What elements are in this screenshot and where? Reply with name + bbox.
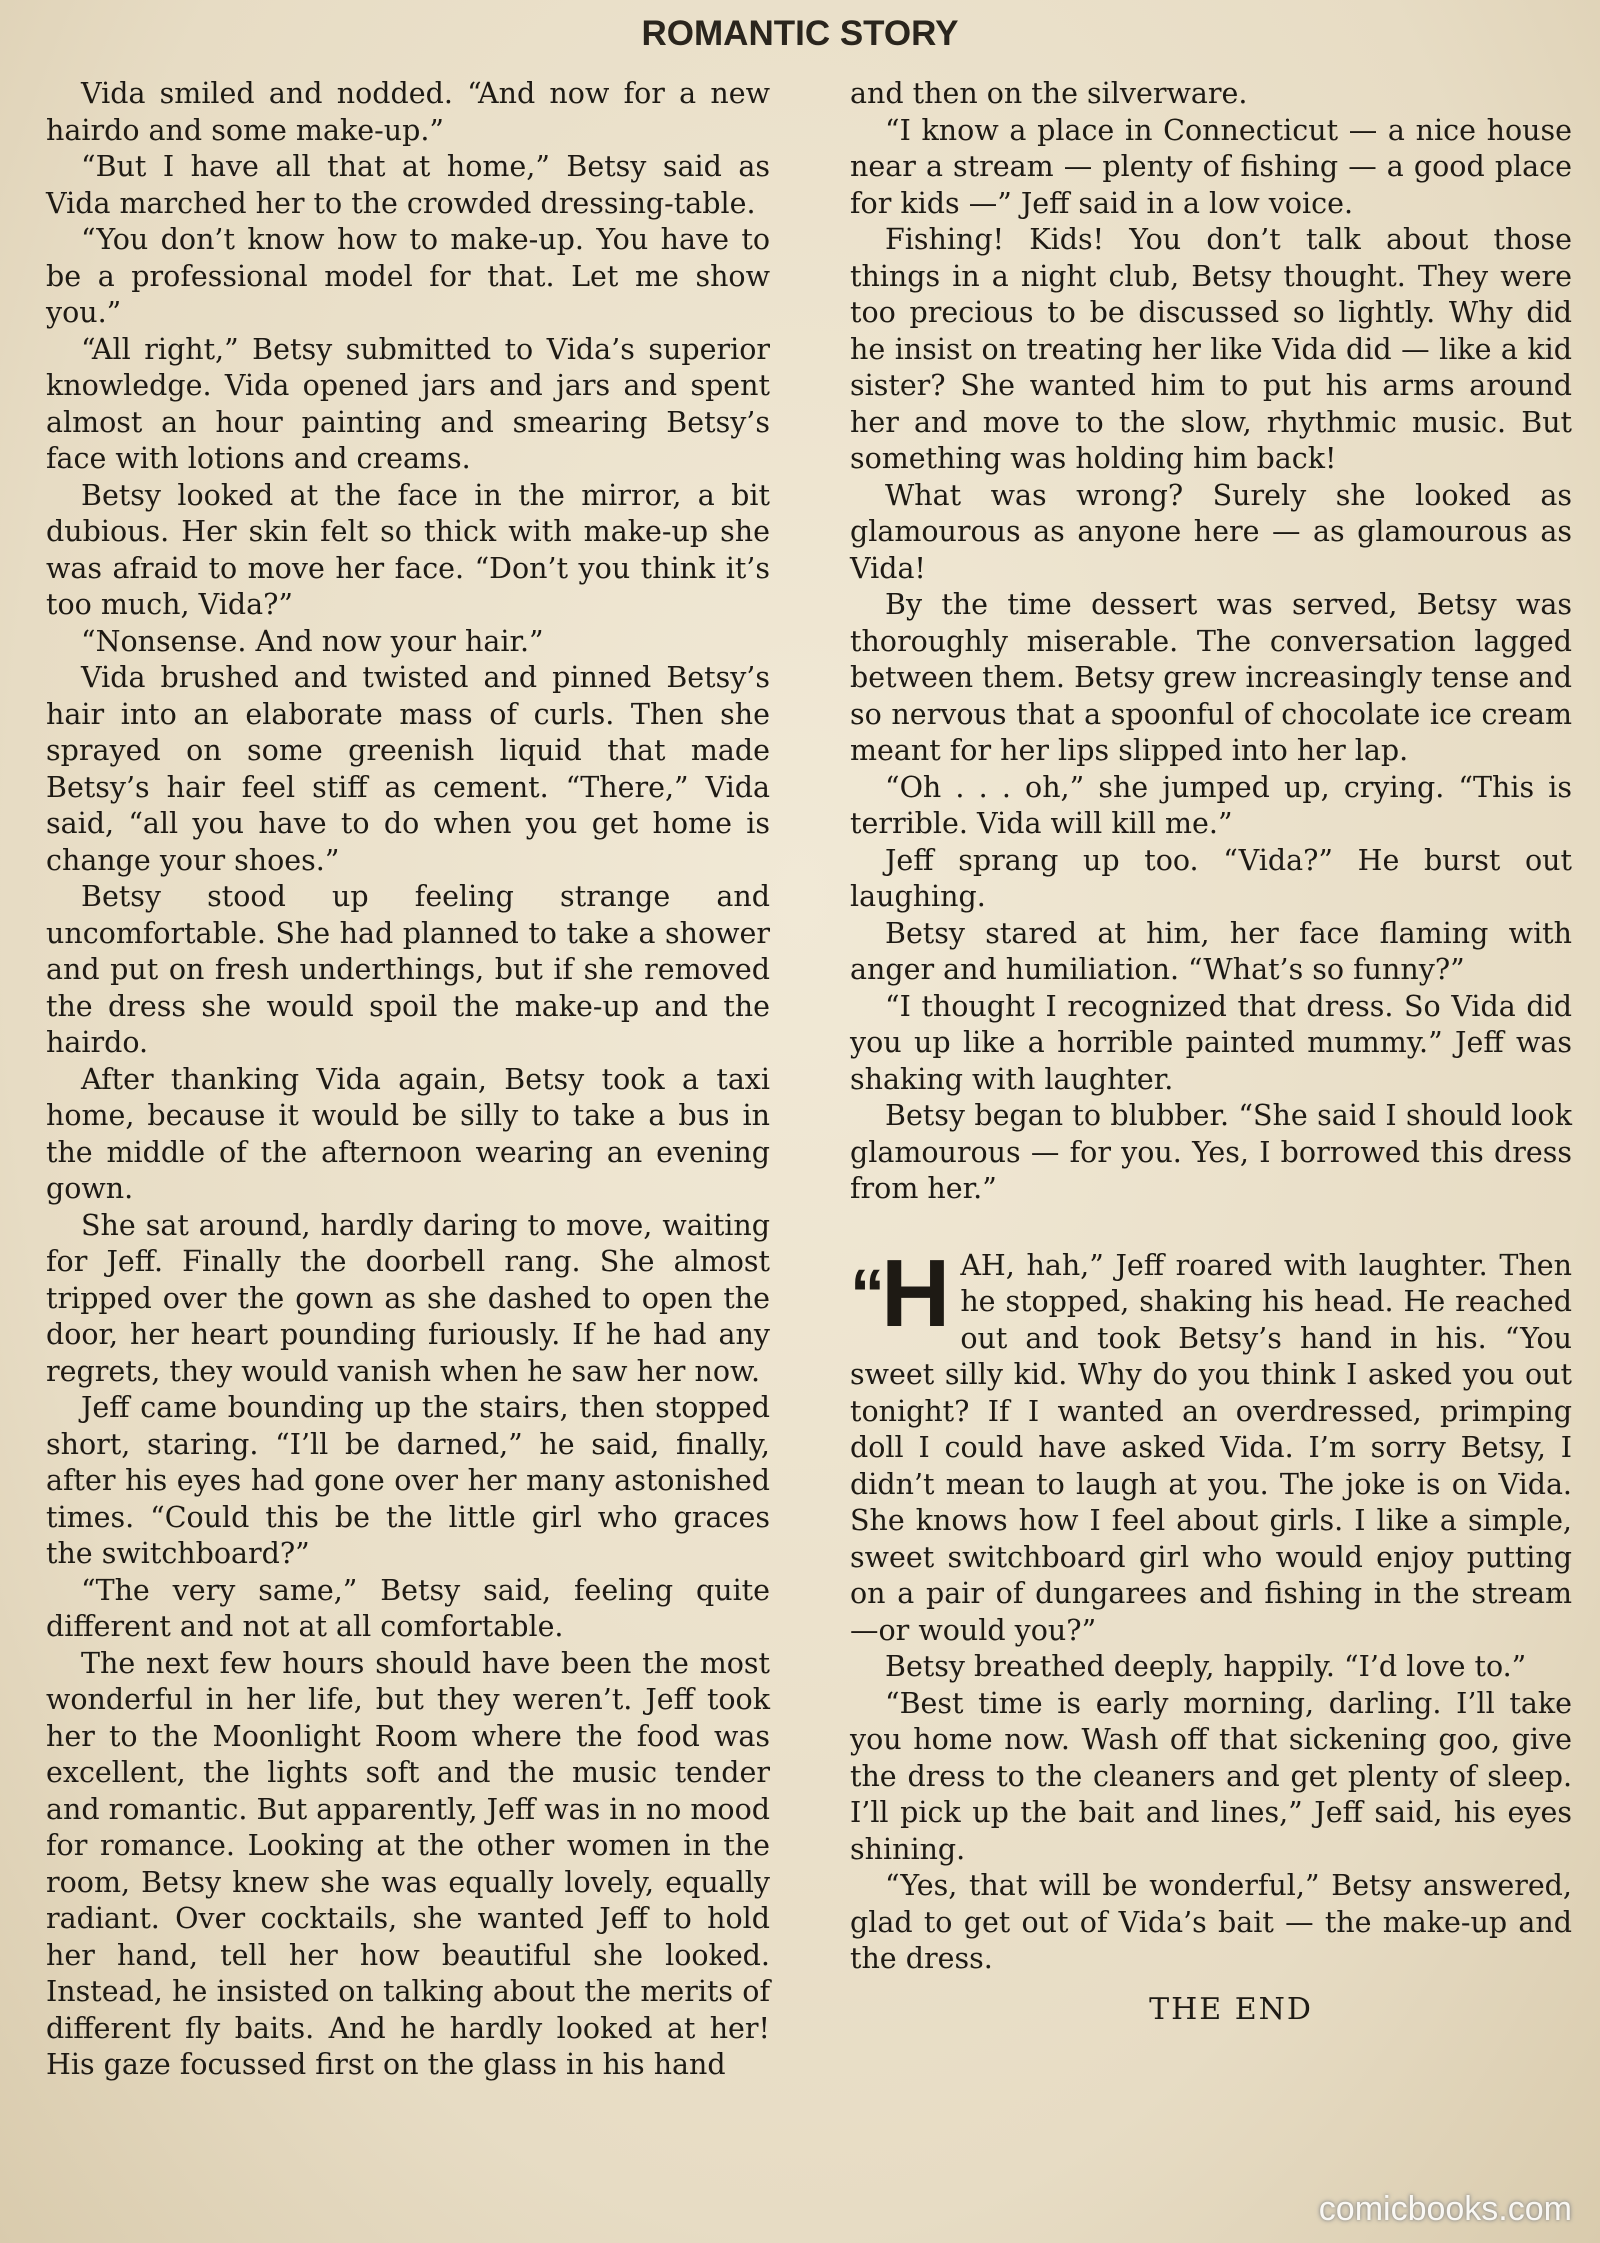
right-column: [850, 76, 1572, 2028]
left-column: [46, 76, 770, 2084]
paragraph: Vida brushed and twisted and pinned Betsy’s hair into an elaborate mass of curls. Then she sprayed on some greenish liquid that made Betsy’s hair feel stiff as cement. “There,” Vida said, “all you have to do when you get home is change your shoes.”: [46, 661, 770, 877]
page-title: ROMANTIC STORY: [641, 14, 959, 53]
paragraph: Betsy breathed deeply, happily. “I’d love to.”: [885, 1650, 1527, 1683]
dropcap-quote: “: [850, 1254, 881, 1333]
paragraph: Jeff sprang up too. “Vida?” He burst out laughing.: [850, 843, 1572, 913]
paragraph: “All right,” Betsy submitted to Vida’s superior knowledge. Vida opened jars and jars and spent almost an hour painting and smearing Betsy’s face with lotions and creams.: [46, 332, 770, 475]
dropcap-paragraph: [850, 1239, 1572, 1650]
paragraph: “The very same,” Betsy said, feeling quite different and not at all comfortable.: [46, 1573, 770, 1643]
paragraph: After thanking Vida again, Betsy took a taxi home, because it would be silly to take a bus in the middle of the afternoon wearing an evening gown.: [46, 1062, 770, 1205]
paragraph-continuation: and then on the silverware.: [850, 77, 1248, 110]
paragraph: She sat around, hardly daring to move, waiting for Jeff. Finally the doorbell rang. She almost tripped over the gown as she dashed to open the door, her heart pounding furiously. If he had any regrets, they would vanish when he saw her now.: [46, 1208, 770, 1388]
watermark: comicbooks.com: [1318, 2190, 1572, 2228]
paragraph: “I know a place in Connecticut — a nice house near a stream — plenty of fishing — a good place for kids —” Jeff said in a low voice.: [850, 113, 1572, 220]
paragraph: Betsy stared at him, her face flaming with anger and humiliation. “What’s so funny?”: [850, 916, 1572, 986]
paragraph: Jeff came bounding up the stairs, then stopped short, staring. “I’ll be darned,” he said, finally, after his eyes had gone over her many astonished times. “Could this be the little girl who graces the switchboard?”: [46, 1391, 770, 1570]
paragraph: “Yes, that will be wonderful,” Betsy answered, glad to get out of Vida’s bait — the make-up and the dress.: [850, 1869, 1572, 1975]
dropcap-letter: H: [881, 1239, 951, 1347]
paragraph: By the time dessert was served, Betsy was thoroughly miserable. The conversation lagged between them. Betsy grew increasingly tense and so nervous that a spoonful of chocolate ice cream meant for her lips slipped into her lap.: [850, 588, 1572, 767]
paragraph: “But I have all that at home,” Betsy said as Vida marched her to the crowded dressing-table.: [46, 150, 770, 220]
paragraph: Fishing! Kids! You don’t talk about those things in a night club, Betsy thought. They were too precious to be discussed so lightly. Why did he insist on treating her like Vida did — like a kid sister? She wanted him to put his arms around her and move to the slow, rhythmic music. But something was holding him back!: [850, 223, 1572, 475]
paragraph: “You don’t know how to make-up. You have to be a professional model for that. Let me show you.”: [46, 223, 770, 329]
the-end-label: THE END: [1149, 1991, 1313, 2027]
paragraph: “Nonsense. And now your hair.”: [81, 624, 544, 658]
paragraph: “Best time is early morning, darling. I’ll take you home now. Wash off that sickening goo, give the dress to the cleaners and get plenty of sleep. I’ll pick up the bait and lines,” Jeff said, his eyes shining.: [850, 1686, 1572, 1866]
paragraph: What was wrong? Surely she looked as glamourous as anyone here — as glamourous as Vida!: [850, 478, 1572, 585]
paragraph: “I thought I recognized that dress. So Vida did you up like a horrible painted mummy.” Jeff was shaking with laughter.: [850, 989, 1572, 1096]
paragraph: Betsy looked at the face in the mirror, a bit dubious. Her skin felt so thick with make-up she was afraid to move her face. “Don’t you think it’s too much, Vida?”: [46, 478, 770, 621]
paragraph: The next few hours should have been the most wonderful in her life, but they weren’t. Jeff took her to the Moonlight Room where the food was excellent, the lights soft and the music tender and romantic. But apparently, Jeff was in no mood for romance. Looking at the other women in the room, Betsy knew she was equally lovely, equally radiant. Over cocktails, she wanted Jeff to hold her hand, tell her how beautiful she looked. Instead, he insisted on talking about the merits of different fly baits. And he hardly looked at her! His gaze focussed first on the glass in his hand: [46, 1646, 770, 2081]
paragraph: “Oh . . . oh,” she jumped up, crying. “This is terrible. Vida will kill me.”: [850, 770, 1572, 840]
paragraph: Vida smiled and nodded. “And now for a new hairdo and some make-up.”: [46, 77, 770, 147]
paragraph: Betsy began to blubber. “She said I should look glamourous — for you. Yes, I borrowed this dress from her.”: [850, 1099, 1572, 1205]
section-gap: [850, 1208, 1572, 1248]
paragraph: Betsy stood up feeling strange and uncomfortable. She had planned to take a shower and put on fresh underthings, but if she removed the dress she would spoil the make-up and the hairdo.: [46, 880, 770, 1059]
dropcap-paragraph-text: AH, hah,” Jeff roared with laughter. Then he stopped, shaking his head. He reached out and took Betsy’s hand in his. “You sweet silly kid. Why do you think I asked you out tonight? If I wanted an overdressed, primping doll I could have asked Vida. I’m sorry Betsy, I didn’t mean to laugh at you. The joke is on Vida. She knows how I feel about girls. I like a simple, sweet switchboard girl who would enjoy putting on a pair of dungarees and fishing in the stream—or would you?”: [850, 1248, 1572, 1647]
dropcap: [850, 1239, 951, 1347]
